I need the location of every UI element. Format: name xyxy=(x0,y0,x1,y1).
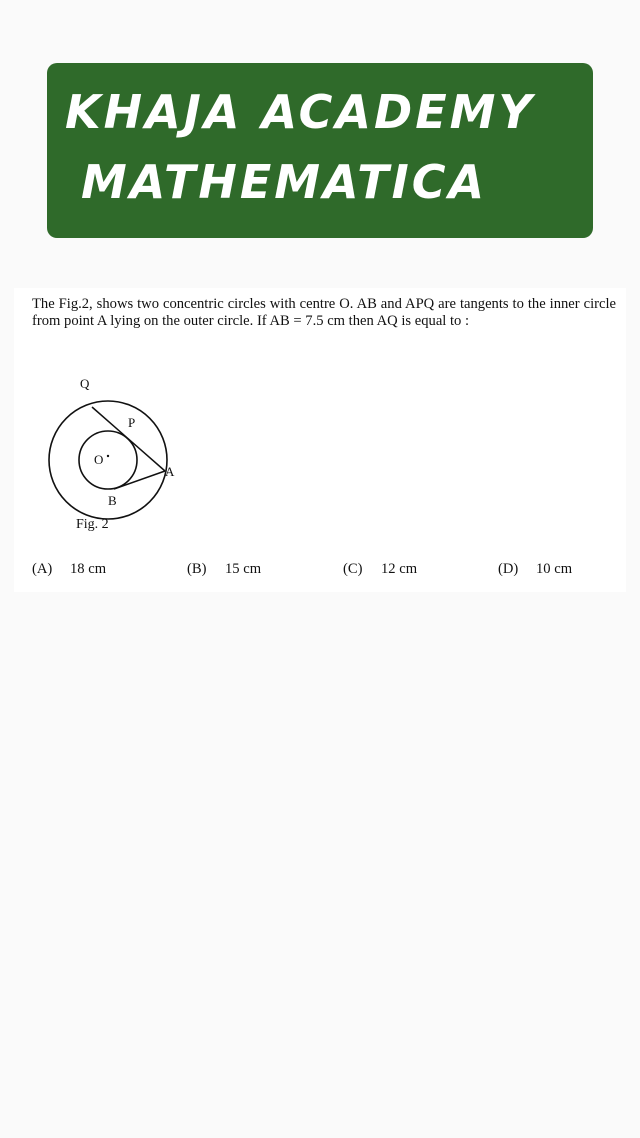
concentric-circles-figure xyxy=(24,372,194,522)
answer-options xyxy=(32,561,632,581)
question-card xyxy=(14,288,626,592)
centre-point xyxy=(107,455,109,457)
label-a: A xyxy=(165,464,175,479)
option-c-letter: (C) xyxy=(343,561,363,577)
label-p: P xyxy=(128,415,136,430)
question-text: The Fig.2, shows two concentric circles with centre O. AB and APQ are tangents to the inner circle from point A lying on the outer circle. If AB = 7.5 cm then AQ is equal to : xyxy=(32,296,616,329)
option-a[interactable] xyxy=(32,561,106,578)
option-c[interactable] xyxy=(343,561,417,578)
banner-title-line-2: MATHEMATICA xyxy=(81,155,488,209)
title-banner xyxy=(47,63,593,238)
figure-caption: Fig. 2 xyxy=(76,517,109,532)
banner-title-line-1: KHAJA ACADEMY xyxy=(65,85,535,139)
option-c-value: 12 cm xyxy=(381,561,418,577)
label-q: Q xyxy=(80,376,90,391)
option-b-value: 15 cm xyxy=(225,561,262,577)
option-d-letter: (D) xyxy=(498,561,519,577)
label-o: O xyxy=(94,452,104,467)
tangent-line-ab xyxy=(114,471,165,489)
option-a-letter: (A) xyxy=(32,561,53,577)
option-d-value: 10 cm xyxy=(536,561,573,577)
option-b[interactable] xyxy=(187,561,261,578)
option-d[interactable] xyxy=(498,561,572,578)
option-a-value: 18 cm xyxy=(70,561,107,577)
label-b: B xyxy=(108,493,117,508)
option-b-letter: (B) xyxy=(187,561,207,577)
